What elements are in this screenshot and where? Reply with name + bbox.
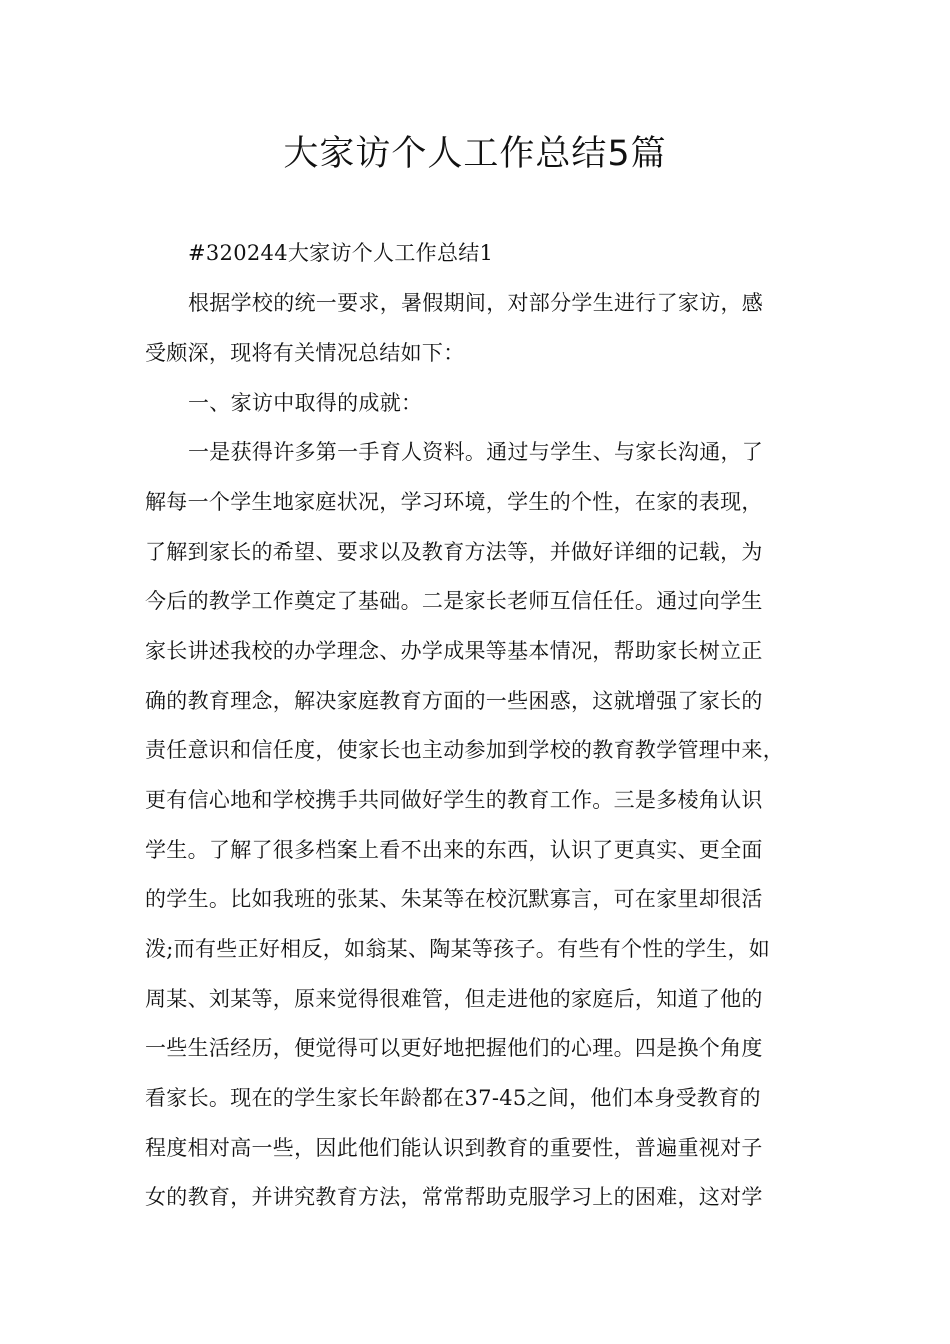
paragraph-line: 责任意识和信任度，使家长也主动参加到学校的教育教学管理中来， [145,738,784,762]
paragraph-line: 了解到家长的希望、要求以及教育方法等，并做好详细的记载，为 [145,540,763,564]
paragraph-line: 周某、刘某等，原来觉得很难管，但走进他的家庭后，知道了他的 [145,987,763,1011]
paragraph-line: 看家长。现在的学生家长年龄都在37-45之间，他们本身受教育的 [145,1086,761,1110]
paragraph-line: 家长讲述我校的办学理念、办学成果等基本情况，帮助家长树立正 [145,639,763,663]
paragraph-line: 今后的教学工作奠定了基础。二是家长老师互信任任。通过向学生 [145,589,763,613]
paragraph-line: 的学生。比如我班的张某、朱某等在校沉默寡言，可在家里却很活 [145,887,763,911]
paragraph-line: 女的教育，并讲究教育方法，常常帮助克服学习上的困难，这对学 [145,1185,763,1209]
paragraph-line: 根据学校的统一要求，暑假期间，对部分学生进行了家访，感 [188,291,764,315]
section-heading: #320244大家访个人工作总结1 [188,241,494,265]
paragraph-line: 泼;而有些正好相反，如翁某、陶某等孩子。有些有个性的学生，如 [145,937,771,961]
paragraph-line: 更有信心地和学校携手共同做好学生的教育工作。三是多棱角认识 [145,788,763,812]
paragraph-line: 一些生活经历，便觉得可以更好地把握他们的心理。四是换个角度 [145,1036,763,1060]
paragraph-line: 确的教育理念，解决家庭教育方面的一些困惑，这就增强了家长的 [145,689,763,713]
paragraph-line: 解每一个学生地家庭状况，学习环境，学生的个性，在家的表现， [145,490,763,514]
document-title: 大家访个人工作总结5篇 [283,134,667,174]
paragraph-line: 程度相对高一些，因此他们能认识到教育的重要性，普遍重视对子 [145,1136,763,1160]
paragraph-line: 一是获得许多第一手育人资料。通过与学生、与家长沟通，了 [188,440,764,464]
paragraph-line: 学生。了解了很多档案上看不出来的东西，认识了更真实、更全面 [145,838,763,862]
paragraph-line: 受颇深，现将有关情况总结如下： [145,341,465,365]
section-heading: 一、家访中取得的成就： [188,391,423,415]
